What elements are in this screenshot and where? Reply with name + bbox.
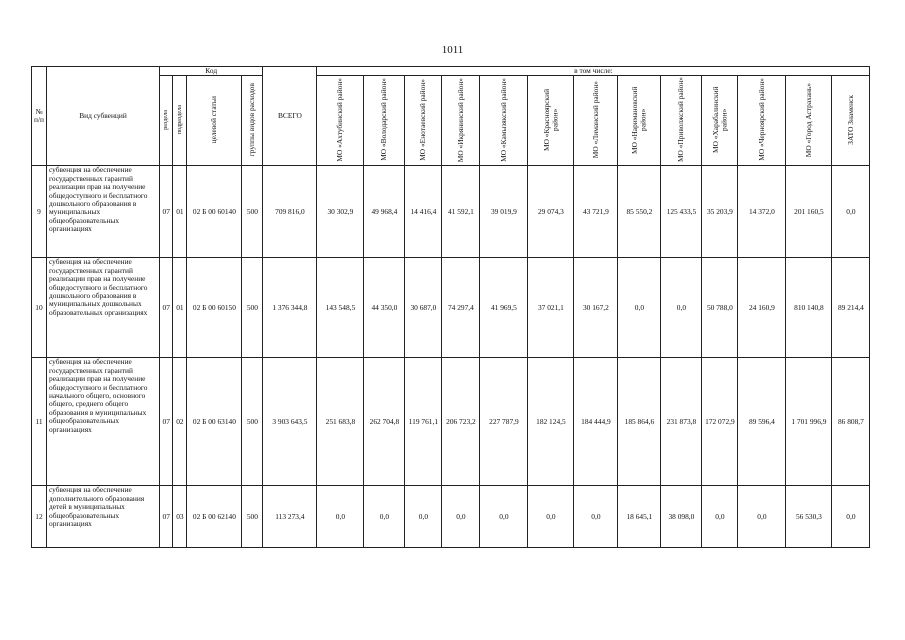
row-description: субвенция на обеспечение государственных гарантий реализации прав на получение общедоступного и бесплатного дошкольного образования в муниципальных дошкольных образовательных организациях [47, 258, 160, 358]
row-district-value: 0,0 [317, 486, 364, 548]
row-district-value: 0,0 [702, 486, 738, 548]
row-district-value: 0,0 [832, 166, 870, 258]
row-podrazdel: 02 [173, 358, 187, 486]
row-group: 500 [242, 486, 263, 548]
header-code-col [187, 76, 242, 166]
row-district-value: 86 808,7 [832, 358, 870, 486]
row-total: 113 273,4 [263, 486, 317, 548]
row-district-value: 0,0 [405, 486, 442, 548]
row-district-value: 41 592,1 [442, 166, 480, 258]
row-district-value: 0,0 [442, 486, 480, 548]
header-district [786, 76, 832, 166]
row-description: субвенция на обеспечение государственных гарантий реализации прав на получение общедоступного и бесплатного начального общего, основного общего, среднего общего образования в муниципальных общеобразовательных организациях [47, 358, 160, 486]
header-district-label: МО «Приволжский район» [676, 77, 686, 163]
row-district-value: 143 548,5 [317, 258, 364, 358]
row-district-value: 185 864,6 [618, 358, 661, 486]
row-razdel: 07 [160, 166, 173, 258]
row-district-value: 56 530,3 [786, 486, 832, 548]
row-group: 500 [242, 258, 263, 358]
row-razdel: 07 [160, 486, 173, 548]
row-district-value: 0,0 [574, 486, 618, 548]
row-district-value: 30 302,9 [317, 166, 364, 258]
row-num: 10 [32, 258, 47, 358]
header-code-col [160, 76, 173, 166]
row-article: 02 Б 00 60140 [187, 166, 242, 258]
header-district-label: МО «Икрянинский район» [455, 77, 465, 162]
table-row [32, 358, 870, 486]
table-row [32, 258, 870, 358]
row-total: 1 376 344,8 [263, 258, 317, 358]
row-district-value: 206 723,2 [442, 358, 480, 486]
row-district-value: 74 297,4 [442, 258, 480, 358]
header-district-label: МО «Енотаевский район» [418, 78, 428, 161]
header-district-label: МО «Наримановский район» [630, 85, 648, 154]
header-district [738, 76, 786, 166]
row-podrazdel: 01 [173, 258, 187, 358]
header-district-label: МО «Камызякский район» [498, 77, 508, 162]
row-district-value: 125 433,5 [661, 166, 702, 258]
header-code-col-label: раздела [162, 109, 169, 130]
row-description: субвенция на обеспечение государственных гарантий реализации прав на получение общедоступного и бесплатного дошкольного образования в муниципальных общеобразовательных организациях [47, 166, 160, 258]
row-district-value: 0,0 [364, 486, 405, 548]
header-district [317, 76, 364, 166]
row-description: субвенция на обеспечение дополнительного образования детей в муниципальных общеобразовательных организациях [47, 486, 160, 548]
header-including: в том числе: [317, 67, 870, 76]
row-district-value: 50 788,0 [702, 258, 738, 358]
row-district-value: 44 350,0 [364, 258, 405, 358]
row-district-value: 119 761,1 [405, 358, 442, 486]
subsidy-table [31, 66, 870, 548]
row-district-value: 1 701 996,9 [786, 358, 832, 486]
row-district-value: 14 416,4 [405, 166, 442, 258]
header-district [364, 76, 405, 166]
row-district-value: 0,0 [480, 486, 528, 548]
table-row [32, 166, 870, 258]
row-district-value: 172 072,9 [702, 358, 738, 486]
header-district [528, 76, 574, 166]
header-code-col-label: целевой статьи [209, 96, 219, 144]
row-podrazdel: 01 [173, 166, 187, 258]
row-district-value: 0,0 [661, 258, 702, 358]
header-code: Код [160, 67, 263, 76]
header-district-label: МО «Черноярский район» [756, 78, 766, 162]
row-article: 02 Б 00 60150 [187, 258, 242, 358]
page-number: 1011 [441, 44, 464, 56]
row-district-value: 227 787,9 [480, 358, 528, 486]
header-code-col [173, 76, 187, 166]
row-district-value: 810 140,8 [786, 258, 832, 358]
row-district-value: 43 721,9 [574, 166, 618, 258]
row-district-value: 41 969,5 [480, 258, 528, 358]
row-district-value: 35 203,9 [702, 166, 738, 258]
row-district-value: 262 704,8 [364, 358, 405, 486]
header-district [480, 76, 528, 166]
header-district-label: МО «Лиманский район» [590, 81, 600, 159]
row-district-value: 85 550,2 [618, 166, 661, 258]
row-district-value: 231 873,8 [661, 358, 702, 486]
row-num: 9 [32, 166, 47, 258]
header-district [405, 76, 442, 166]
header-district-label: МО «Харабалинский район» [710, 86, 728, 153]
row-district-value: 29 074,3 [528, 166, 574, 258]
row-district-value: 184 444,9 [574, 358, 618, 486]
header-district [574, 76, 618, 166]
header-type: Вид субвенций [47, 67, 160, 166]
row-article: 02 Б 00 62140 [187, 486, 242, 548]
row-podrazdel: 03 [173, 486, 187, 548]
row-razdel: 07 [160, 358, 173, 486]
row-district-value: 24 160,9 [738, 258, 786, 358]
header-total: ВСЕГО [263, 67, 317, 166]
row-total: 3 903 643,5 [263, 358, 317, 486]
header-district [702, 76, 738, 166]
header-district-label: МО «Володарский район» [379, 78, 389, 162]
row-district-value: 182 124,5 [528, 358, 574, 486]
row-district-value: 201 160,5 [786, 166, 832, 258]
row-razdel: 07 [160, 258, 173, 358]
table-row [32, 486, 870, 548]
row-district-value: 18 645,1 [618, 486, 661, 548]
header-district [661, 76, 702, 166]
row-district-value: 0,0 [738, 486, 786, 548]
row-district-value: 30 167,2 [574, 258, 618, 358]
row-district-value: 39 019,9 [480, 166, 528, 258]
header-district [618, 76, 661, 166]
row-num: 11 [32, 358, 47, 486]
header-district-label: ЗАТО Знаменск [845, 94, 855, 145]
row-article: 02 Б 00 63140 [187, 358, 242, 486]
header-code-col-label: подраздела [175, 105, 183, 135]
row-group: 500 [242, 166, 263, 258]
row-district-value: 89 214,4 [832, 258, 870, 358]
header-district-label: МО «Красноярский район» [541, 88, 559, 151]
row-district-value: 38 098,0 [661, 486, 702, 548]
header-code-col [242, 76, 263, 166]
header-district-label: МО «Ахтубинский район» [335, 77, 345, 162]
header-district [442, 76, 480, 166]
row-district-value: 49 968,4 [364, 166, 405, 258]
row-district-value: 0,0 [528, 486, 574, 548]
row-district-value: 251 683,8 [317, 358, 364, 486]
row-district-value: 89 596,4 [738, 358, 786, 486]
row-district-value: 14 372,0 [738, 166, 786, 258]
header-num: № п/п [32, 67, 47, 166]
header-district-label: МО «Город Астрахань» [803, 82, 813, 157]
row-district-value: 0,0 [618, 258, 661, 358]
row-num: 12 [32, 486, 47, 548]
row-district-value: 30 687,0 [405, 258, 442, 358]
row-group: 500 [242, 358, 263, 486]
row-total: 709 816,0 [263, 166, 317, 258]
row-district-value: 0,0 [832, 486, 870, 548]
header-district [832, 76, 870, 166]
header-code-col-label: группы видов расходов [247, 83, 257, 157]
row-district-value: 37 021,1 [528, 258, 574, 358]
